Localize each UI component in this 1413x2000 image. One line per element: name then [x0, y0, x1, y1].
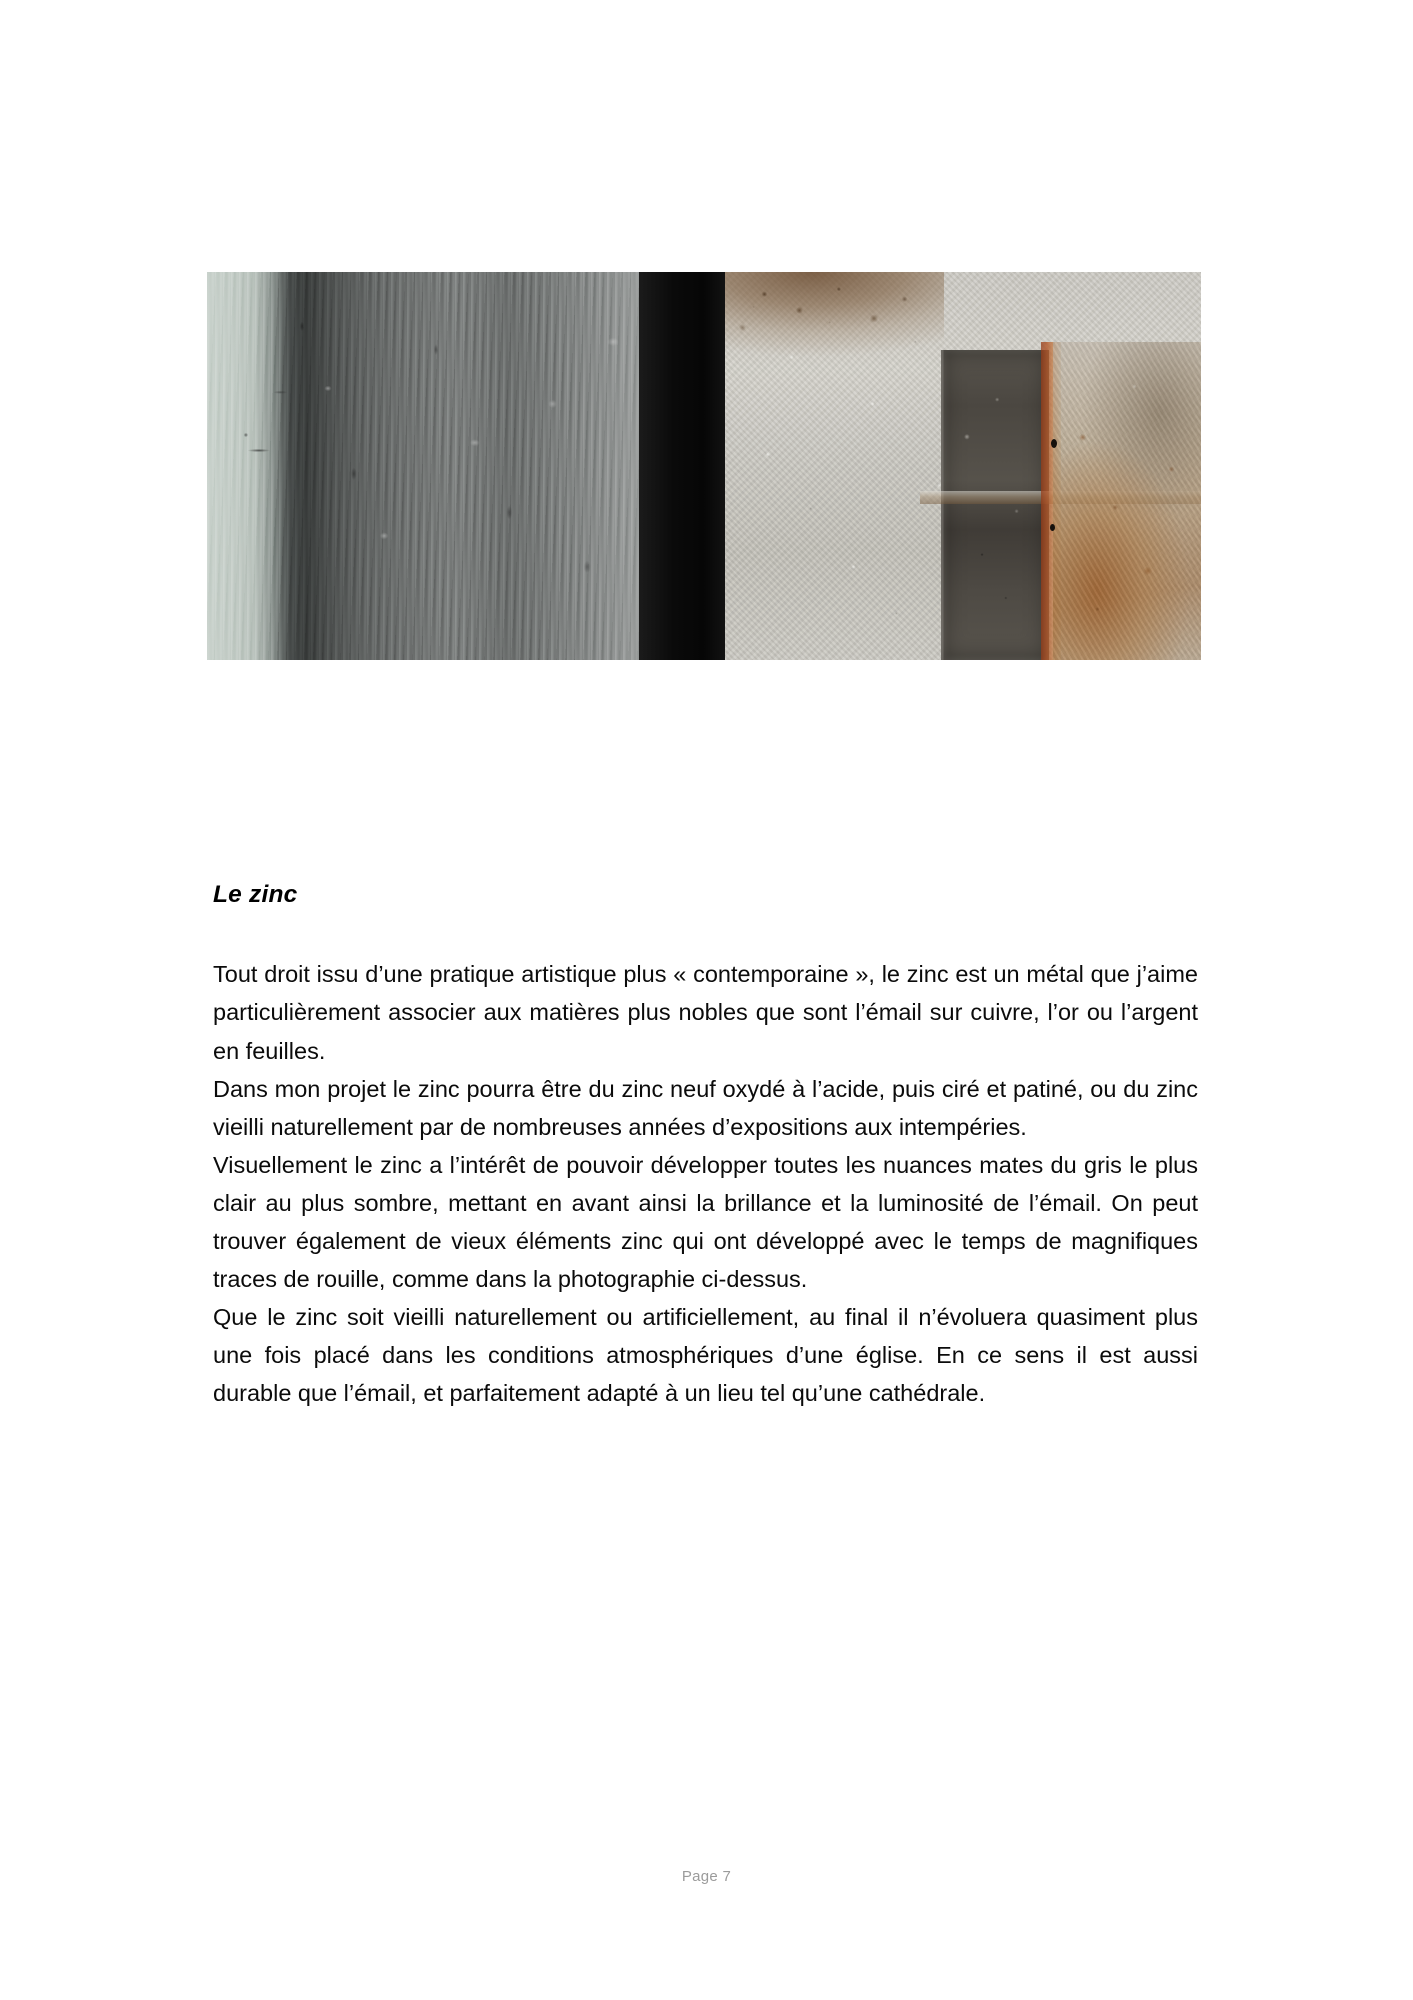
rust-stain-top	[725, 272, 944, 373]
zinc-left-panel-texture	[207, 272, 639, 660]
dark-speck-icon	[1051, 439, 1057, 448]
section-heading: Le zinc	[213, 881, 298, 908]
zinc-right-patinated-panel	[725, 272, 1201, 660]
dark-speck-icon	[1050, 524, 1055, 531]
page-footer	[0, 1868, 1413, 1886]
text-content-column	[213, 880, 1198, 1412]
page-number-label: Page 7	[681, 1868, 732, 1885]
paragraph: Que le zinc soit vieilli naturellement ou artificiellement, au final il n’évoluera quasiment plus une fois placé dans les conditions atmosphériques d’une église. En ce sens il est aussi durable que l’émail, et parfaitement adapté à un lieu tel qu’une cathédrale.	[213, 1303, 1198, 1407]
body-text-block	[213, 955, 1198, 1412]
figure-zinc-photograph	[207, 272, 1201, 660]
dark-zinc-tile	[941, 350, 1048, 660]
paragraph: Dans mon projet le zinc pourra être du zinc neuf oxydé à l’acide, puis ciré et patiné, ou du zinc vieilli naturellement par de nombreuses années d’expositions aux intempéries.	[213, 1075, 1198, 1140]
paragraph: Tout droit issu d’une pratique artistique plus « contemporaine », le zinc est un métal que j’aime particulièrement associer aux matières plus nobles que sont l’émail sur cuivre, l’or ou l’argent en feuilles.	[213, 961, 1198, 1064]
rust-texture-field	[1053, 342, 1201, 660]
paragraph: Visuellement le zinc a l’intérêt de pouvoir développer toutes les nuances mates du gris le plus clair au plus sombre, mettant en avant ainsi la brillance et la luminosité de l’émail. On peut trouver également de vieux éléments zinc qui ont développé avec le temps de magnifiques traces de rouille, comme dans la photographie ci-dessus.	[213, 1151, 1198, 1292]
photograph-canvas	[207, 272, 1201, 660]
zinc-dark-vertical-band	[639, 272, 724, 660]
